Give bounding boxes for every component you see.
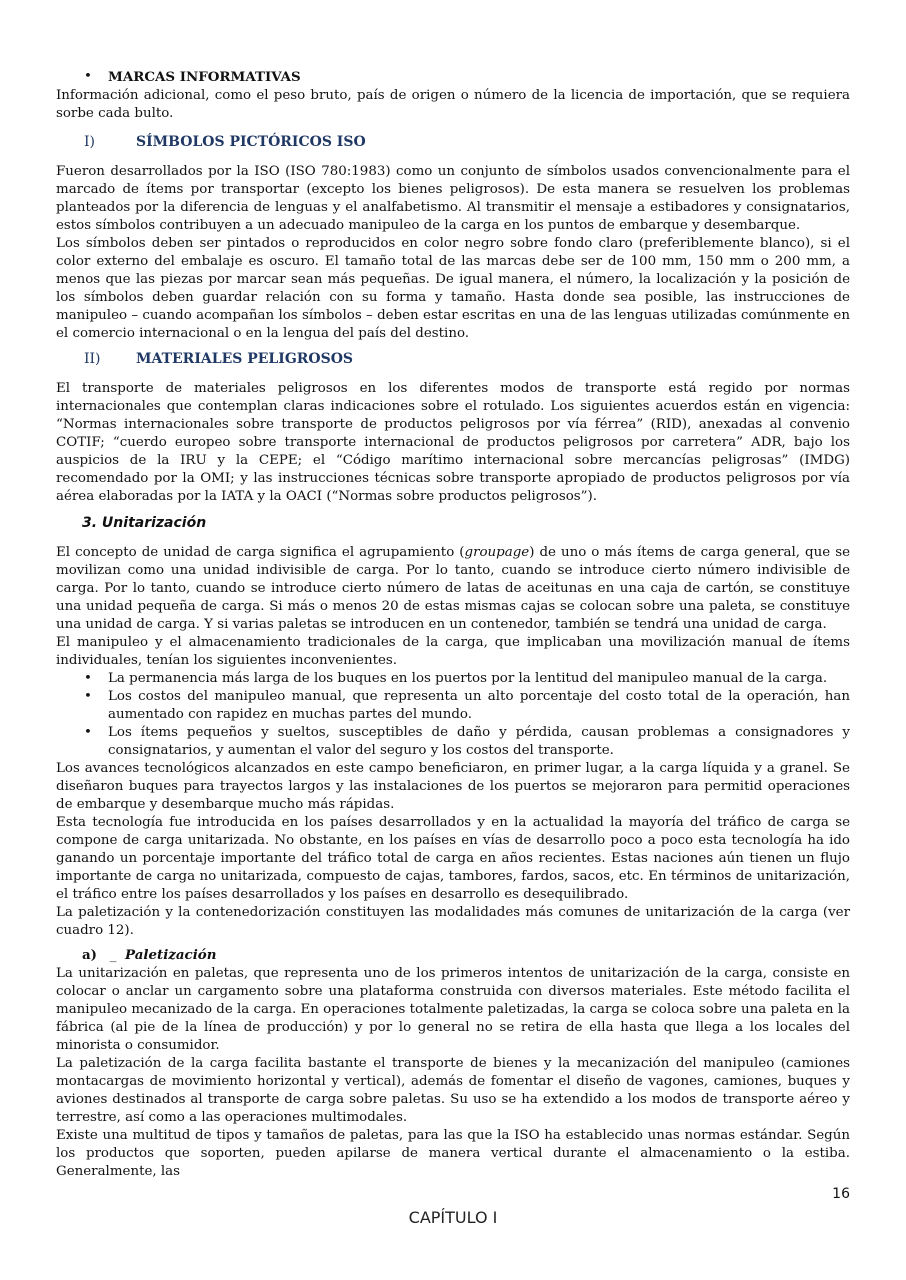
marcas-informativas-text: Información adicional, como el peso bruto, país de origen o número de la licencia de importación, que se requiera sorbe cada bulto.: [56, 88, 850, 121]
section-3-paragraph-1: [56, 544, 850, 634]
section-i-title: SÍMBOLOS PICTÓRICOS ISO: [136, 134, 366, 150]
list-item-text: Los costos del manipuleo manual, que representa un alto porcentaje del costo total de la operación, han aumentado con rapidez en muchas partes del mundo.: [108, 689, 850, 722]
marcas-informativas-heading: MARCAS INFORMATIVAS: [108, 69, 301, 85]
bullet-dot: •: [84, 69, 92, 84]
section-a-paragraph-3: Existe una multitud de tipos y tamaños de paletas, para las que la ISO ha establecido unas normas estándar. Según los productos que soporten, pueden apilarse de manera vertical durante el almacenamiento o la estiba. Generalmente, las: [56, 1128, 850, 1179]
section-3-paragraph-2: El manipuleo y el almacenamiento tradicionales de la carga, que implicaban una movilización manual de ítems individuales, tenían los siguientes inconvenientes.: [56, 635, 850, 668]
section-i-number: I): [84, 134, 95, 150]
list-item: [56, 688, 850, 724]
section-a-label: a): [82, 947, 98, 963]
section-i-paragraph-2: Los símbolos deben ser pintados o reproducidos en color negro sobre fondo claro (preferiblemente blanco), si el color externo del embalaje es oscuro. El tamaño total de las marcas debe ser de 100 mm, 150 mm o 200 mm, a menos que las piezas por marcar sean más pequeñas. De igual manera, el número, la localización y la posición de los símbolos deben guardar relación con su forma y tamaño. Hasta donde sea posible, las instrucciones de manipuleo – cuando acompañan los símbolos – deben estar escritas en una de las lenguas utilizadas comúnmente en el comercio internacional o en la lengua del país del destino.: [56, 236, 850, 341]
section-ii-heading: [56, 350, 850, 368]
bullet-dot: •: [84, 725, 92, 740]
page-number: 16: [832, 1186, 850, 1202]
list-item-text: La permanencia más larga de los buques en los puertos por la lentitud del manipuleo manual de la carga.: [108, 671, 828, 686]
bullet-dot: •: [84, 671, 92, 686]
p1-before: El concepto de unidad de carga significa el agrupamiento (: [56, 545, 465, 560]
chapter-footer: CAPÍTULO I: [408, 1208, 498, 1227]
section-ii-title: MATERIALES PELIGROSOS: [136, 351, 354, 367]
p1-after: ) de uno o más ítems de carga general, que se movilizan como una unidad indivisible de carga. Por lo tanto, cuando se introduce cierto número indivisible de carga. Por lo tanto, cuando se introduce cierto número de latas de aceitunas en una caja de cartón, se constituye una unidad pequeña de carga. Si más o menos 20 de estas mismas cajas se colocan sobre una paleta, se constituye una unidad de carga. Y si varias paletas se introducen en un contenedor, también se tendrá una unidad de carga.: [56, 545, 850, 632]
list-item-text: Los ítems pequeños y sueltos, susceptibles de daño y pérdida, causan problemas a consignadores y consignatarios, y aumentan el valor del seguro y los costos del transporte.: [108, 725, 850, 758]
list-item: [56, 670, 850, 688]
section-a-paragraph-1: La unitarización en paletas, que representa uno de los primeros intentos de unitarización de la carga, consiste en colocar o anclar un cargamento sobre una plataforma construida con diversos materiales. Este método facilita el manipuleo mecanizado de la carga. En operaciones totalmente paletizadas, la carga se coloca sobre una paleta en la fábrica (al pie de la línea de producción) y por lo general no se retira de ella hasta que llega a los locales del minorista o consumidor.: [56, 966, 850, 1053]
section-3-paragraph-3: Los avances tecnológicos alcanzados en este campo beneficiaron, en primer lugar, a la carga líquida y a granel. Se diseñaron buques para trayectos largos y las instalaciones de los puertos se mejoraron para permitid operaciones de embarque y desembarque mucho más rápidas.: [56, 761, 850, 812]
groupage-term: groupage: [464, 545, 530, 560]
section-3-paragraph-4: Esta tecnología fue introducida en los países desarrollados y en la actualidad la mayoría del tráfico de carga se compone de carga unitarizada. No obstante, en los países en vías de desarrollo poco a poco esta tecnología ha ido ganando un porcentaje importante del tráfico total de carga en años recientes. Estas naciones aún tienen un flujo importante de carga no unitarizada, compuesto de cajas, tambores, fardos, sacos, etc. En términos de unitarización, el tráfico entre los países desarrollados y los países en desarrollo es desequilibrado.: [56, 815, 850, 902]
marcas-informativas-bullet: [56, 68, 850, 87]
section-ii-paragraph-1: El transporte de materiales peligrosos en los diferentes modos de transporte está regido por normas internacionales que contemplan claras indicaciones sobre el rotulado. Los siguientes acuerdos están en vigencia: “Normas internacionales sobre transporte de productos peligrosos por vía férrea” (RID), anexadas al convenio COTIF; “cuerdo europeo sobre transporte internacional de productos peligrosos por carretera” ADR, bajo los auspicios de la IRU y la CEPE; el “Código marítimo internacional sobre mercancías peligrosas” (IMDG) recomendado por la OMI; y las instrucciones técnicas sobre transporte apropiado de productos peligrosos por vía aérea elaboradas por la IATA y la OACI (“Normas sobre productos peligrosos”).: [56, 381, 850, 504]
section-a-separator: _: [109, 948, 117, 963]
page-body: [56, 68, 850, 1181]
section-a-paragraph-2: La paletización de la carga facilita bastante el transporte de bienes y la mecanización del manipuleo (camiones montacargas de movimiento horizontal y vertical), además de fomentar el diseño de vagones, camiones, buques y aviones destinados al transporte de carga sobre paletas. Su uso se ha extendido a los modos de transporte aéreo y terrestre, así como a las operaciones multimodales.: [56, 1056, 850, 1125]
section-ii-number: II): [84, 351, 101, 367]
section-3-heading: 3. Unitarización: [82, 515, 207, 531]
bullet-dot: •: [84, 689, 92, 704]
section-3-paragraph-5: La paletización y la contenedorización constituyen las modalidades más comunes de unitarización de la carga (ver cuadro 12).: [56, 905, 850, 938]
section-a-heading: [82, 946, 850, 965]
list-item: [56, 724, 850, 760]
section-i-paragraph-1: Fueron desarrollados por la ISO (ISO 780:1983) como un conjunto de símbolos usados convencionalmente para el marcado de ítems por transportar (excepto los bienes peligrosos). De esta manera se resuelven los problemas planteados por la diferencia de lenguas y el analfabetismo. Al transmitir el mensaje a estibadores y consignatarios, estos símbolos contribuyen a un adecuado manipuleo de la carga en los puntos de embarque y desembarque.: [56, 164, 850, 233]
section-i-heading: [56, 133, 850, 151]
section-a-title: Paletización: [125, 947, 217, 963]
